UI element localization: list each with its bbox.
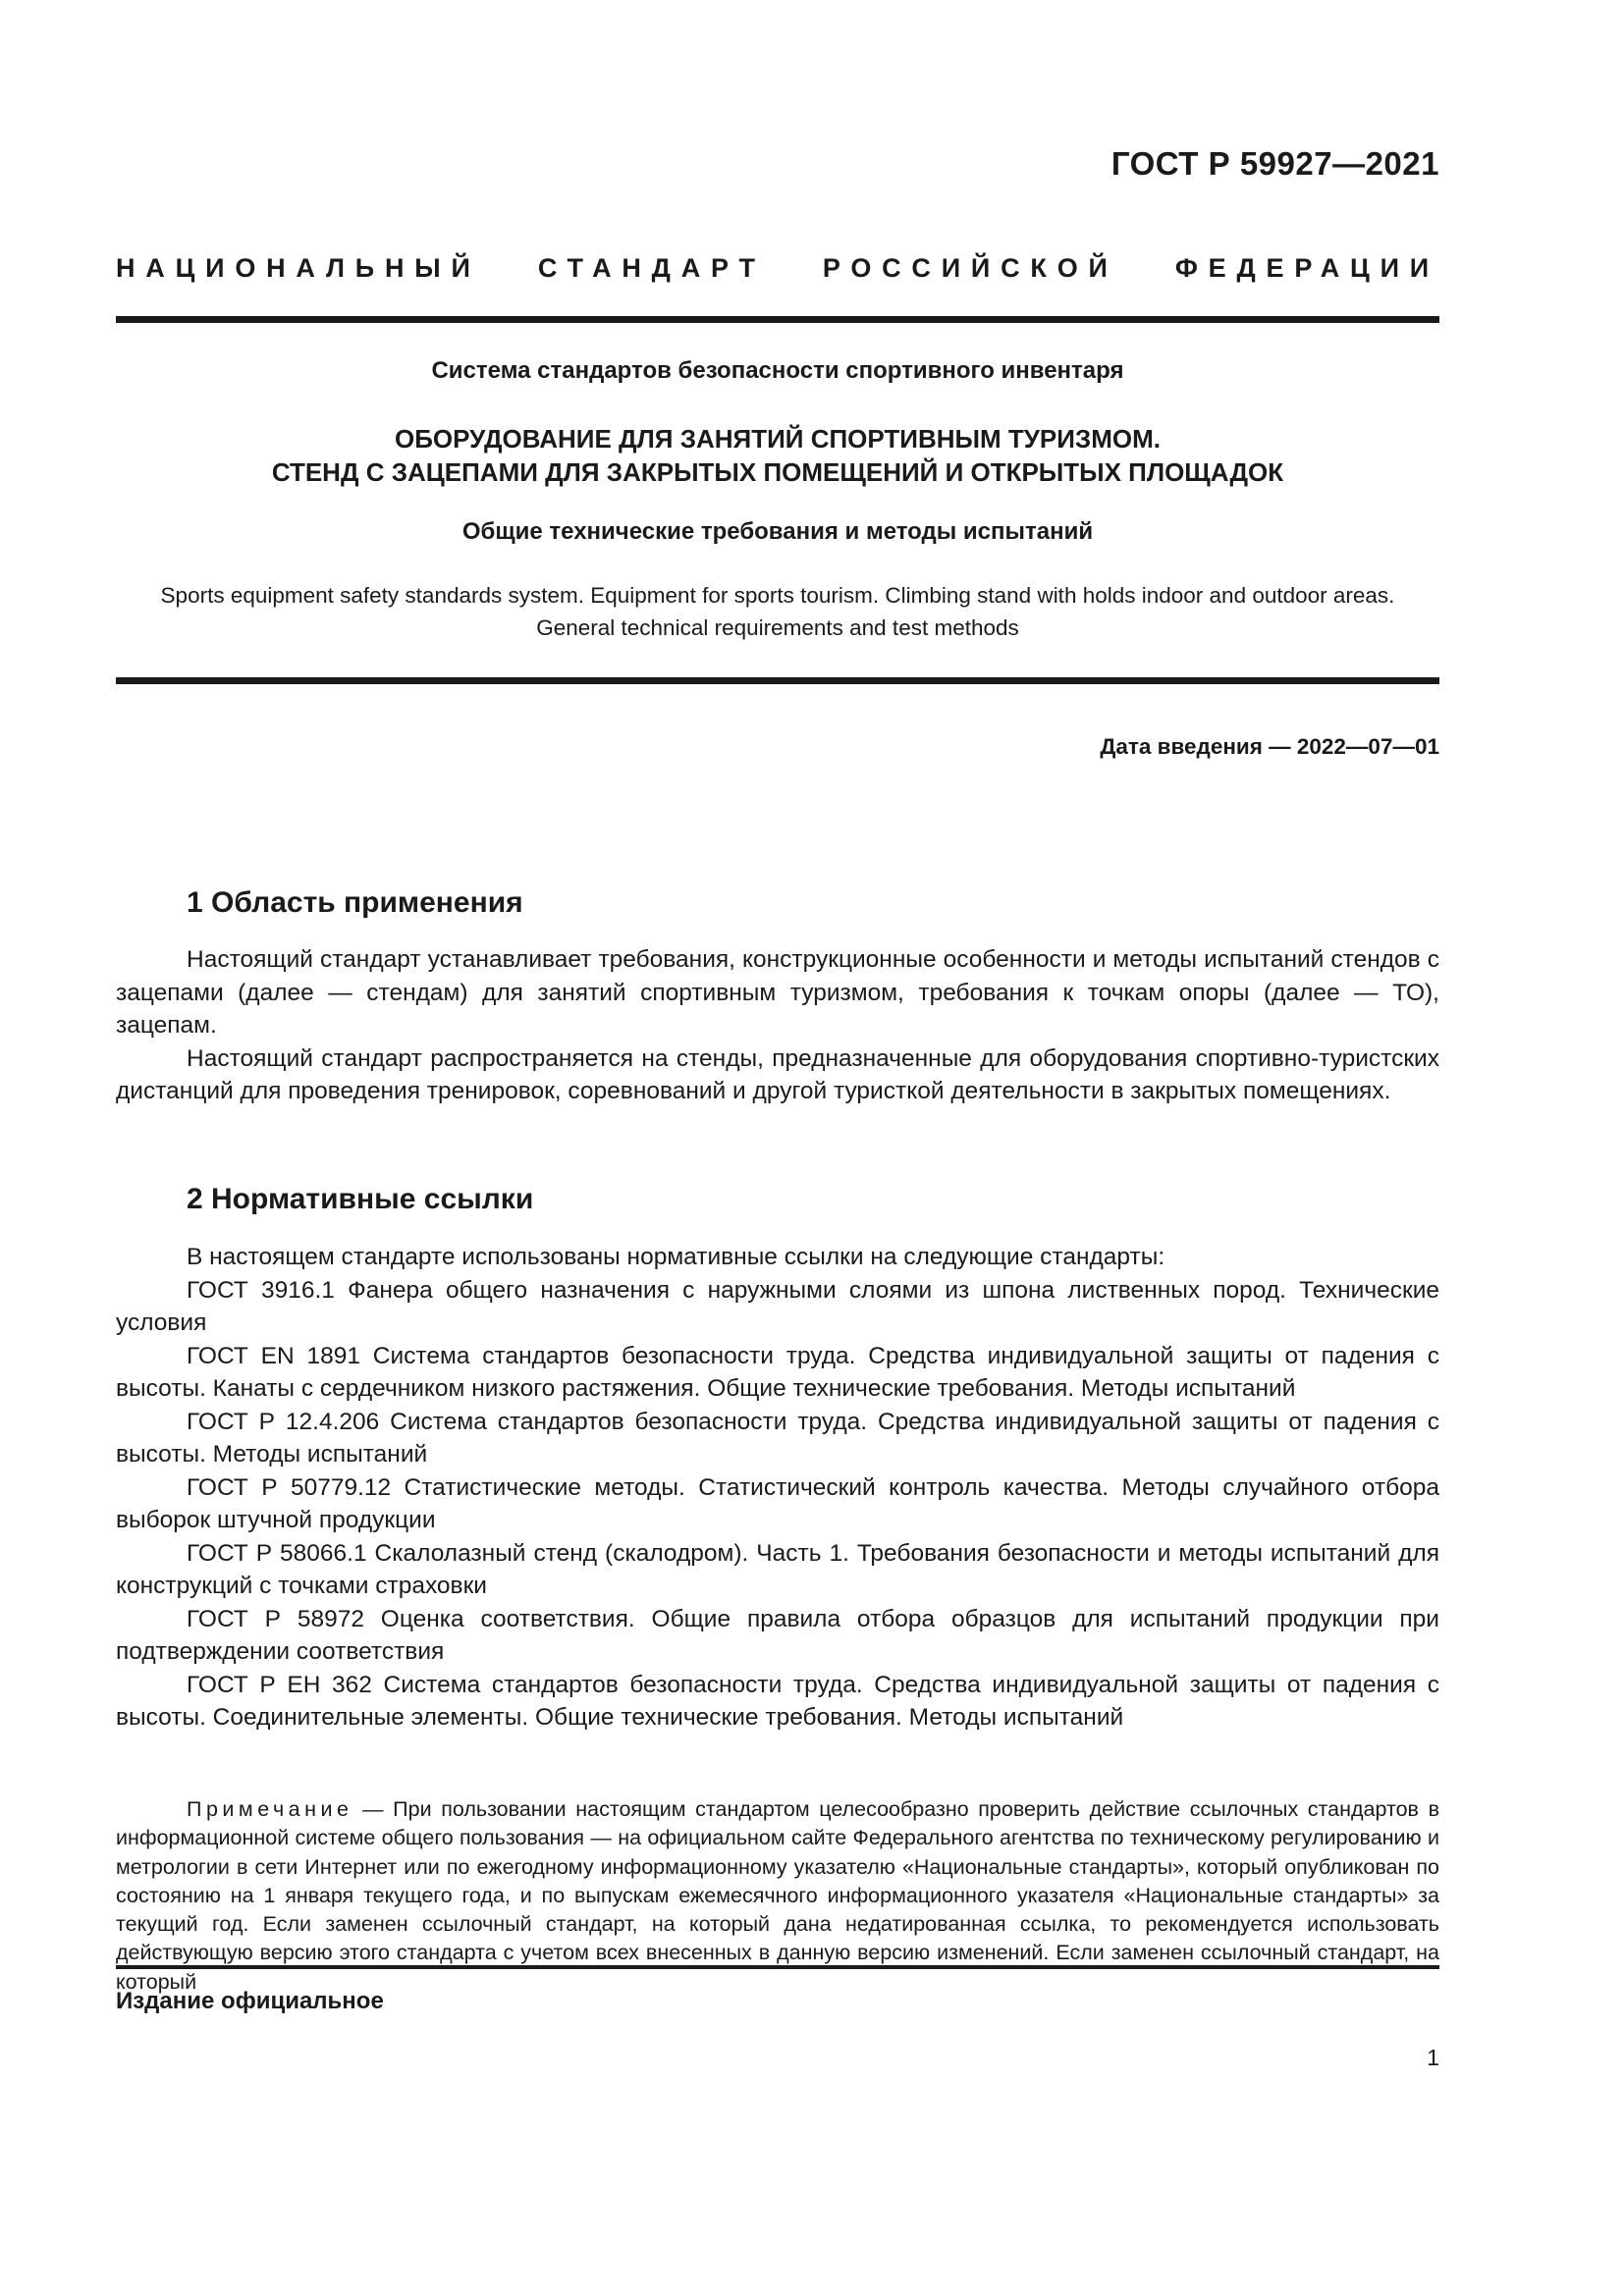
reference-item: ГОСТ Р 58972 Оценка соответствия. Общие правила отбора образцов для испытаний продукции при подтверждении соответствия: [116, 1605, 1439, 1665]
footer-divider: [116, 1965, 1439, 1969]
reference-item: ГОСТ Р 50779.12 Статистические методы. Статистический контроль качества. Методы случайного отбора выборок штучной продукции: [116, 1473, 1439, 1533]
section-2-heading: 2 Нормативные ссылки: [187, 1183, 534, 1215]
title-divider: [116, 677, 1439, 684]
introduction-date: Дата введения — 2022—07—01: [1100, 734, 1439, 759]
document-main-title: [116, 422, 1439, 489]
page-number: 1: [1427, 2045, 1439, 2070]
section-1-heading: 1 Область применения: [187, 886, 523, 919]
main-title-line-1: ОБОРУДОВАНИЕ ДЛЯ ЗАНЯТИЙ СПОРТИВНЫМ ТУРИЗМОМ.: [395, 424, 1161, 454]
paragraph: Настоящий стандарт устанавливает требования, конструкционные особенности и методы испытаний стендов с зацепами (далее — стендам) для занятий спортивным туризмом, требования к точкам опоры (далее — ТО), зацепам.: [116, 946, 1439, 1039]
english-title: Sports equipment safety standards system. Equipment for sports tourism. Climbing stand with holds indoor and outdoor areas. General technical requirements and test methods: [160, 583, 1395, 640]
note-label: Примечание: [187, 1797, 353, 1821]
reference-item: ГОСТ Р 58066.1 Скалолазный стенд (скалодром). Часть 1. Требования безопасности и методы испытаний для конструкций с точками страховки: [116, 1539, 1439, 1599]
top-divider: [116, 316, 1439, 323]
official-edition-label: Издание официальное: [116, 1988, 384, 2014]
reference-item: ГОСТ Р ЕН 362 Система стандартов безопасности труда. Средства индивидуальной защиты от падения с высоты. Соединительные элементы. Общие технические требования. Методы испытаний: [116, 1671, 1439, 1731]
paragraph: В настоящем стандарте использованы нормативные ссылки на следующие стандарты:: [187, 1244, 1165, 1270]
standards-system-title: Система стандартов безопасности спортивного инвентаря: [431, 357, 1124, 384]
document-page: [116, 0, 1439, 2296]
section-2-body: [116, 1241, 1439, 1735]
document-subtitle: Общие технические требования и методы испытаний: [461, 518, 1094, 545]
paragraph: Настоящий стандарт распространяется на стенды, предназначенные для оборудования спортивно-туристских дистанций для проведения тренировок, соревнований и другой туристкой деятельности в закрытых помещениях.: [116, 1044, 1439, 1104]
reference-item: ГОСТ 3916.1 Фанера общего назначения с наружными слоями из шпона лиственных пород. Технические условия: [116, 1276, 1439, 1336]
reference-item: ГОСТ EN 1891 Система стандартов безопасности труда. Средства индивидуальной защиты от падения с высоты. Канаты с сердечником низкого растяжения. Общие технические требования. Методы испытаний: [116, 1342, 1439, 1402]
main-title-line-2: СТЕНД С ЗАЦЕПАМИ ДЛЯ ЗАКРЫТЫХ ПОМЕЩЕНИЙ И ОТКРЫТЫХ ПЛОЩАДОК: [271, 457, 1284, 487]
national-standard-heading: НАЦИОНАЛЬНЫЙ СТАНДАРТ РОССИЙСКОЙ ФЕДЕРАЦИИ: [116, 253, 1439, 283]
gost-number: ГОСТ Р 59927—2021: [1110, 145, 1439, 182]
reference-item: ГОСТ Р 12.4.206 Система стандартов безопасности труда. Средства индивидуальной защиты от падения с высоты. Методы испытаний: [116, 1408, 1439, 1468]
note-text: — При пользовании настоящим стандартом целесообразно проверить действие ссылочных стандартов в информационной системе общего пользования — на официальном сайте Федерального агентства по техническому регулированию и метрологии в сети Интернет или по ежегодному информационному указателю «Национальные стандарты», который опубликован по состоянию на 1 января текущего года, и по выпускам ежемесячного информационного указателя «Национальные стандарты» за текущий год. Если заменен ссылочный стандарт, на который дана недатированная ссылка, то рекомендуется использовать действующую версию этого стандарта с учетом всех внесенных в данную версию изменений. Если заменен ссылочный стандарт, на который: [116, 1797, 1439, 1994]
section-1-body: [116, 943, 1439, 1108]
